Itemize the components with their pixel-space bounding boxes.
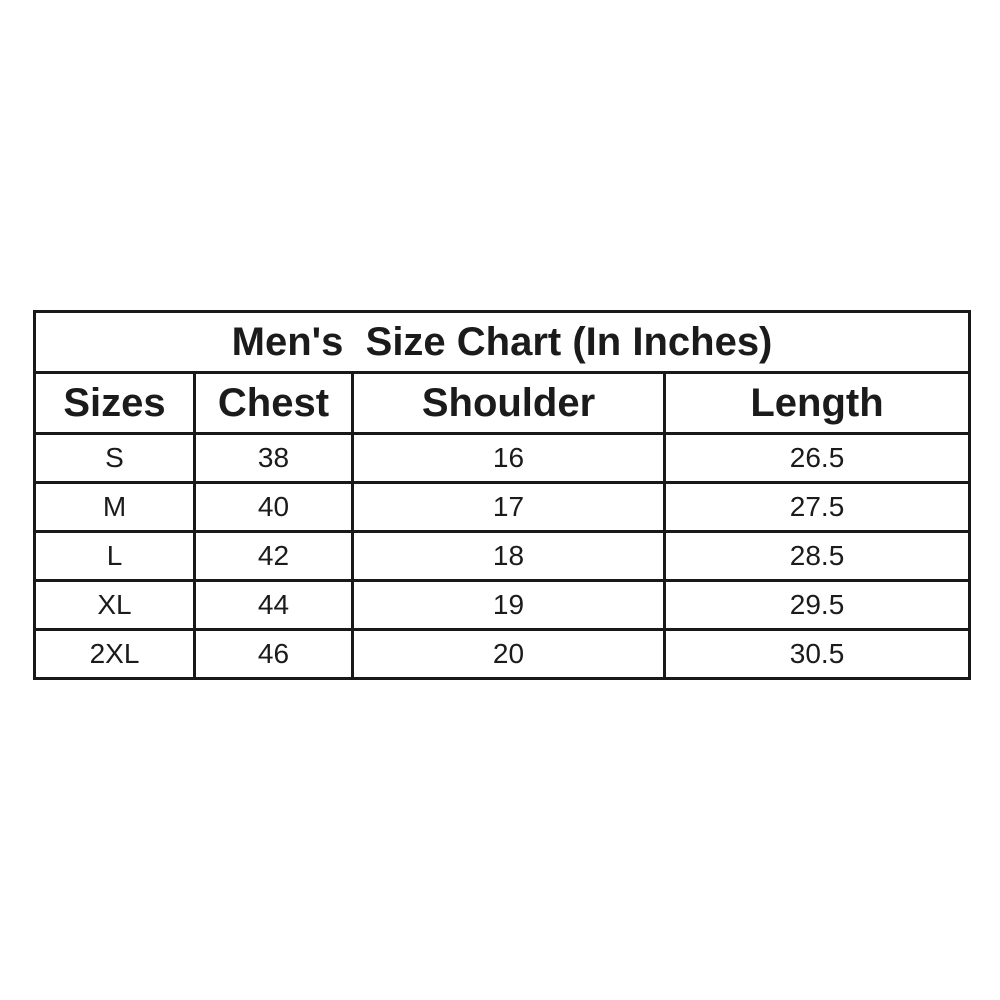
cell-length-m: 27.5: [665, 483, 970, 532]
table-row: [35, 532, 970, 581]
cell-size-m: M: [35, 483, 195, 532]
cell-shoulder-2xl: 20: [353, 630, 665, 679]
cell-chest-s: 38: [195, 434, 353, 483]
column-header-length: Length: [665, 373, 970, 434]
table-row: [35, 483, 970, 532]
column-header-sizes: Sizes: [35, 373, 195, 434]
cell-chest-m: 40: [195, 483, 353, 532]
cell-chest-l: 42: [195, 532, 353, 581]
cell-chest-xl: 44: [195, 581, 353, 630]
column-header-chest: Chest: [195, 373, 353, 434]
cell-length-l: 28.5: [665, 532, 970, 581]
cell-length-2xl: 30.5: [665, 630, 970, 679]
header-row: [35, 373, 970, 434]
column-header-shoulder: Shoulder: [353, 373, 665, 434]
title-row: [35, 312, 970, 373]
cell-length-s: 26.5: [665, 434, 970, 483]
size-chart-container: [33, 310, 968, 680]
cell-size-xl: XL: [35, 581, 195, 630]
table-row: [35, 581, 970, 630]
cell-size-2xl: 2XL: [35, 630, 195, 679]
cell-shoulder-m: 17: [353, 483, 665, 532]
cell-size-l: L: [35, 532, 195, 581]
cell-shoulder-xl: 19: [353, 581, 665, 630]
cell-size-s: S: [35, 434, 195, 483]
cell-shoulder-l: 18: [353, 532, 665, 581]
cell-chest-2xl: 46: [195, 630, 353, 679]
cell-length-xl: 29.5: [665, 581, 970, 630]
cell-shoulder-s: 16: [353, 434, 665, 483]
table-row: [35, 630, 970, 679]
table-title: Men's Size Chart (In Inches): [35, 312, 970, 373]
table-row: [35, 434, 970, 483]
size-chart-table: [33, 310, 971, 680]
